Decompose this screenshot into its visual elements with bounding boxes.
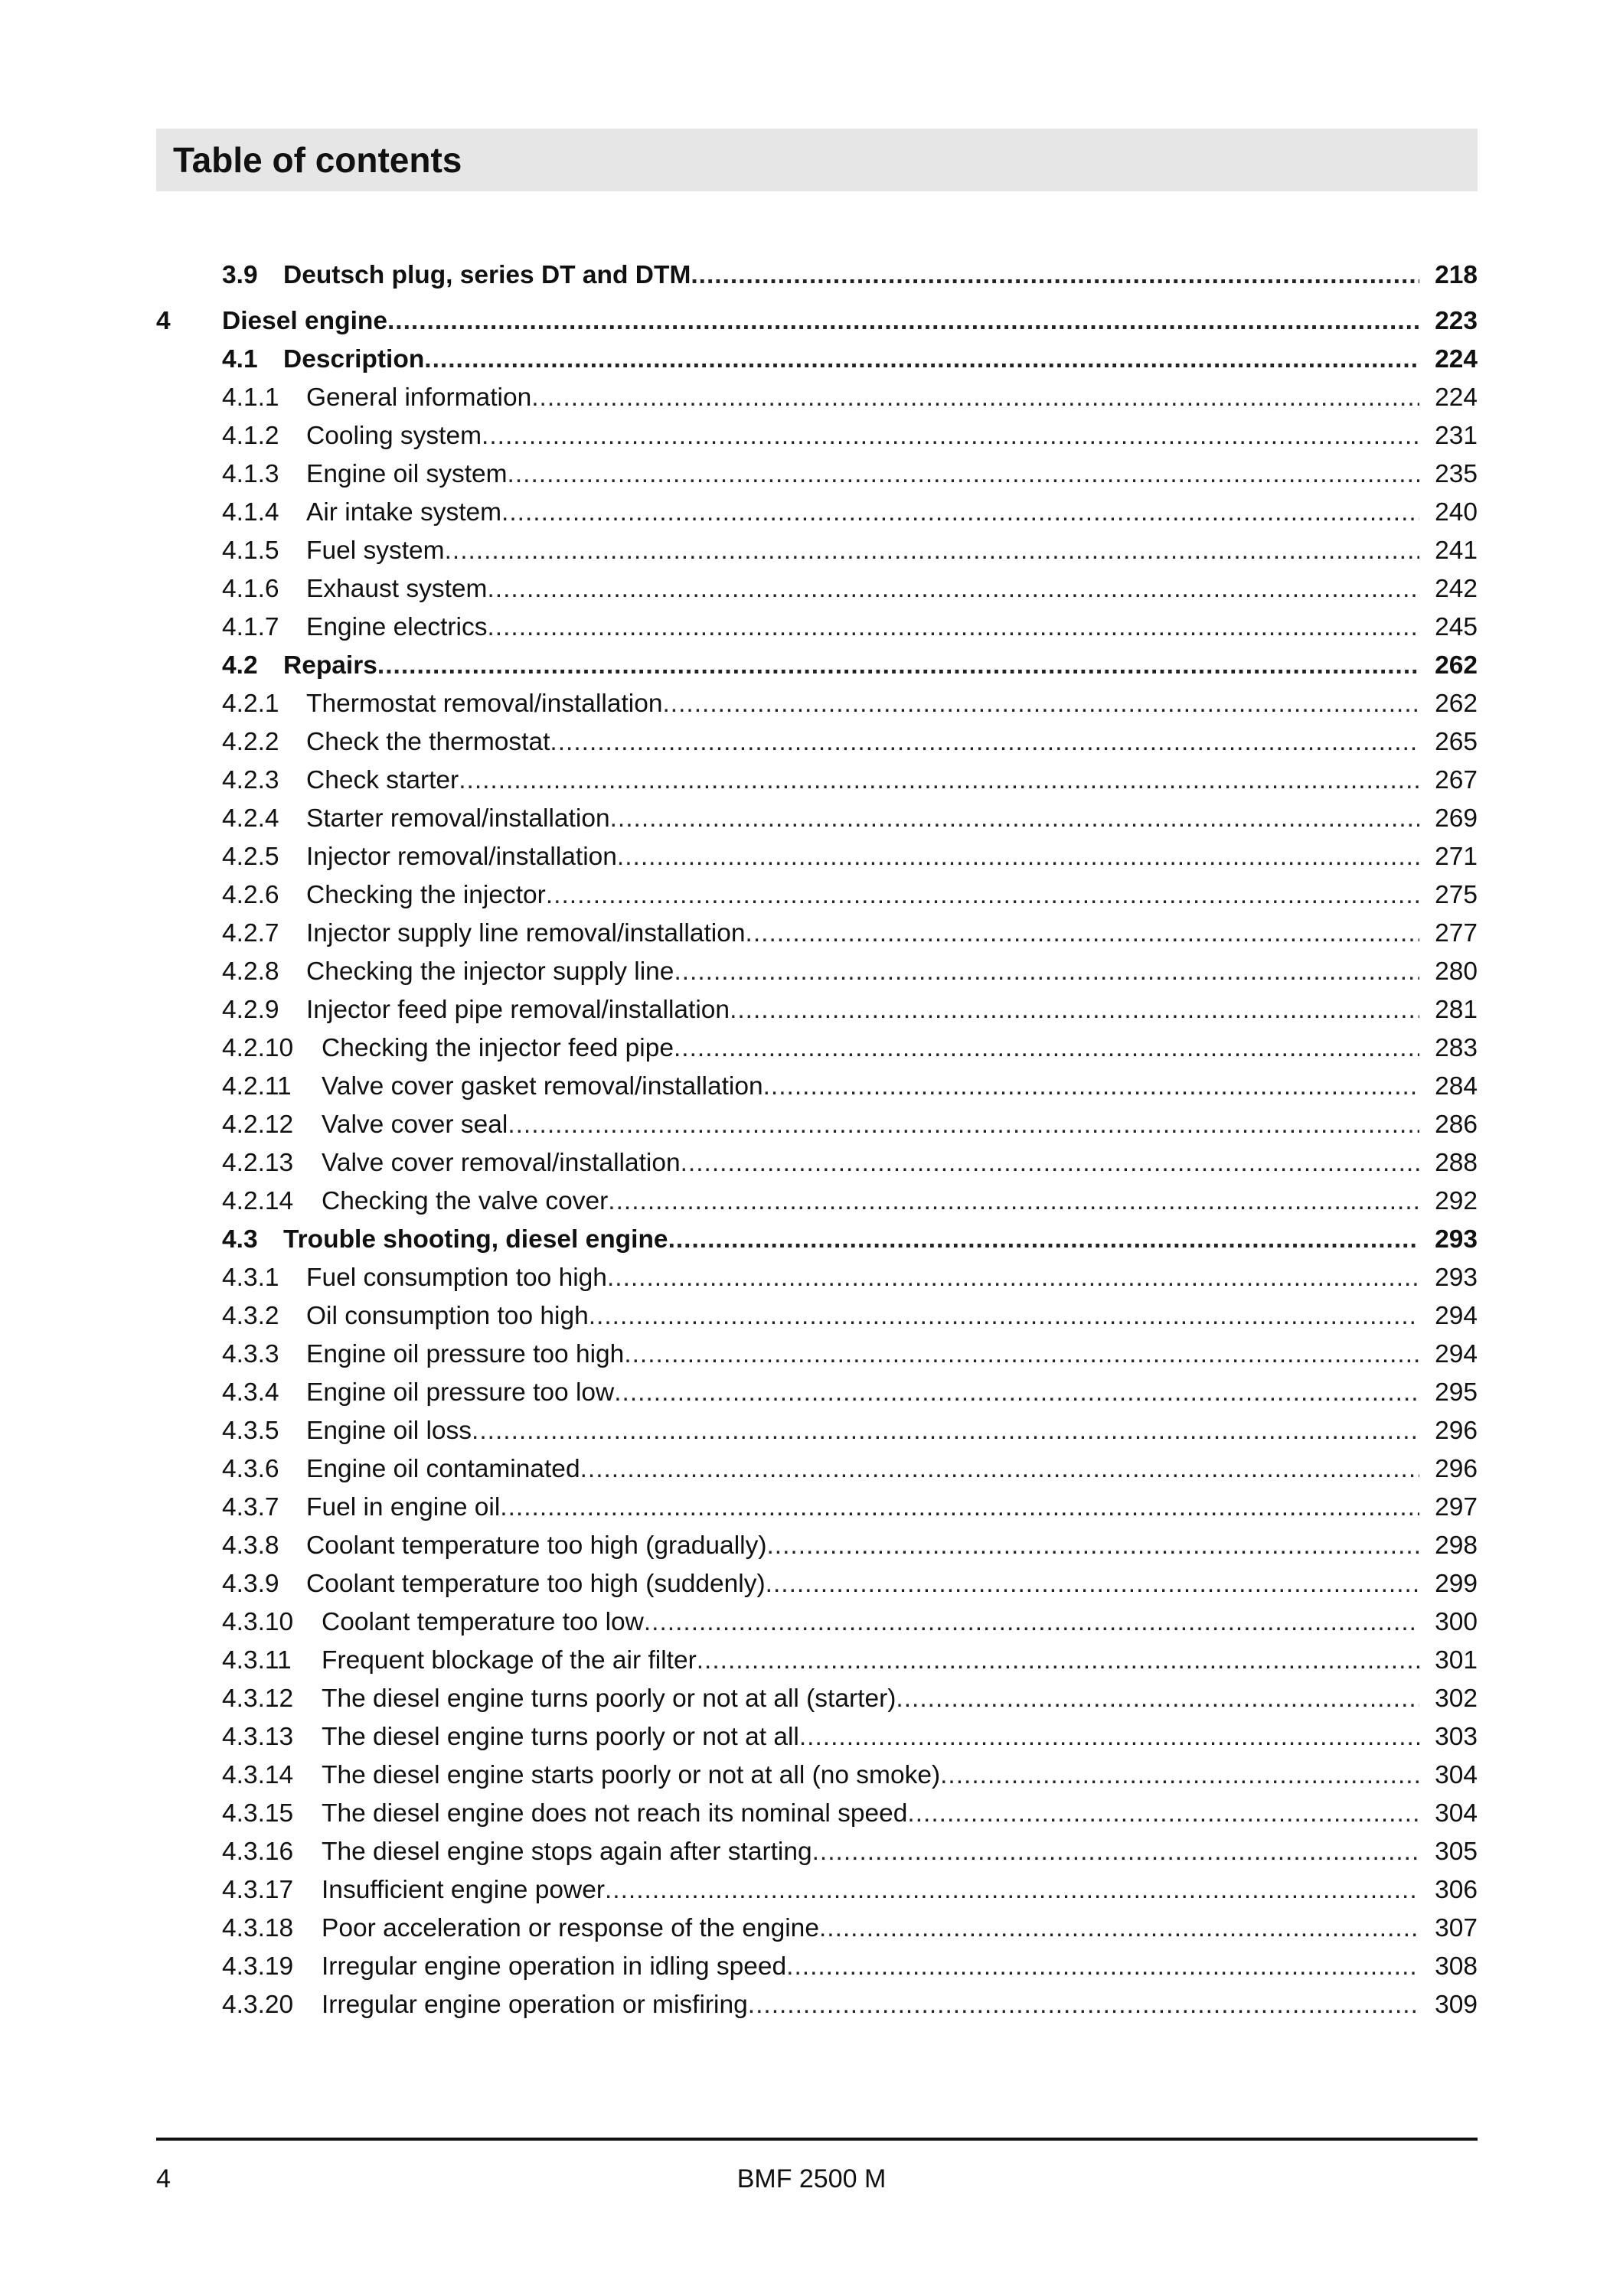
toc-entry-title: Irregular engine operation in idling speed — [322, 1952, 787, 1981]
dot-leader — [482, 421, 1419, 452]
toc-entry-title: Insufficient engine power — [322, 1876, 605, 1904]
toc-page-number: 286 — [1435, 1110, 1478, 1139]
toc-section-number: 4.3.4 — [222, 1378, 279, 1407]
toc-entry-title: Diesel engine — [222, 307, 387, 335]
dot-leader — [617, 842, 1419, 872]
toc-page-number: 293 — [1435, 1225, 1478, 1254]
toc-page-number: 240 — [1435, 498, 1478, 527]
toc-entry-title: Oil consumption too high — [306, 1302, 589, 1330]
toc-entry[interactable] — [156, 802, 1478, 840]
toc-page-number: 265 — [1435, 728, 1478, 756]
toc-page-number: 306 — [1435, 1876, 1478, 1904]
toc-entry-title: The diesel engine starts poorly or not at all (no smoke) — [322, 1761, 941, 1789]
dot-leader — [681, 1148, 1419, 1179]
toc-section-number: 4.2.11 — [222, 1072, 292, 1101]
toc-section-number: 4.3 — [222, 1225, 258, 1254]
footer-page-number: 4 — [156, 2164, 171, 2193]
dot-leader — [508, 1110, 1419, 1140]
dot-leader — [501, 497, 1419, 528]
toc-entry[interactable] — [156, 1835, 1478, 1874]
toc-section-number: 4.2.3 — [222, 766, 279, 794]
toc-entry[interactable] — [156, 534, 1478, 572]
toc-entry-title: Air intake system — [306, 498, 502, 527]
toc-section-number: 4.3.3 — [222, 1340, 279, 1368]
toc-section-number: 4.3.20 — [222, 1991, 294, 2019]
toc-entry-title: Checking the injector — [306, 881, 546, 909]
dot-leader — [668, 1225, 1419, 1255]
toc-entry-title: Engine electrics — [306, 613, 488, 641]
toc-page-number: 283 — [1435, 1034, 1478, 1062]
toc-entry[interactable] — [156, 305, 1478, 343]
toc-page-number: 309 — [1435, 1991, 1478, 2019]
dot-leader — [387, 306, 1419, 337]
toc-section-number: 4.1.5 — [222, 536, 279, 565]
dot-leader — [812, 1837, 1419, 1867]
toc-page-number: 304 — [1435, 1761, 1478, 1789]
toc-section-number: 4.1.7 — [222, 613, 279, 641]
footer-document-title: BMF 2500 M — [736, 2164, 887, 2193]
toc-section-number: 4.3.2 — [222, 1302, 279, 1330]
toc-entry[interactable] — [156, 1491, 1478, 1529]
dot-leader — [748, 1990, 1419, 2020]
toc-page-number: 224 — [1435, 345, 1478, 373]
toc-entry-title: Engine oil loss — [306, 1417, 472, 1445]
dot-leader — [608, 1186, 1419, 1217]
toc-entry-title: Engine oil pressure too high — [306, 1340, 625, 1368]
toc-page-number: 224 — [1435, 383, 1478, 412]
dot-leader — [487, 612, 1419, 643]
dot-leader — [580, 1454, 1419, 1485]
dot-leader — [607, 1263, 1419, 1293]
toc-entry-title: Engine oil pressure too low — [306, 1378, 615, 1407]
toc-entry[interactable] — [156, 1912, 1478, 1950]
toc-entry-title: Deutsch plug, series DT and DTM — [283, 261, 691, 289]
toc-page-number: 303 — [1435, 1723, 1478, 1751]
toc-section-number: 4.2.1 — [222, 690, 279, 718]
toc-entry[interactable] — [156, 764, 1478, 802]
toc-section-number: 4.2.5 — [222, 843, 279, 871]
toc-entry[interactable] — [156, 259, 1478, 297]
toc-section-number: 4.2.9 — [222, 996, 279, 1024]
toc-section-number: 4.2.8 — [222, 957, 279, 986]
dot-leader — [614, 1378, 1419, 1408]
toc-section-number: 4.2.10 — [222, 1034, 294, 1062]
toc-section-number: 4.2.12 — [222, 1110, 294, 1139]
toc-section-number: 4.3.16 — [222, 1838, 294, 1866]
toc-entry[interactable] — [156, 1108, 1478, 1146]
dot-leader — [445, 536, 1419, 566]
dot-leader — [730, 995, 1419, 1026]
toc-entry[interactable] — [156, 649, 1478, 687]
toc-page-number: 275 — [1435, 881, 1478, 909]
toc-entry-title: Exhaust system — [306, 575, 488, 603]
toc-entry-title: Check the thermostat — [306, 728, 550, 756]
dot-leader — [662, 689, 1419, 719]
page-title: Table of contents — [173, 140, 462, 180]
toc-entry[interactable] — [156, 1759, 1478, 1797]
dot-leader — [459, 765, 1419, 796]
toc-page-number: 292 — [1435, 1187, 1478, 1215]
dot-leader — [472, 1416, 1419, 1446]
header-bar — [156, 129, 1478, 191]
toc-section-number: 4.3.15 — [222, 1799, 294, 1828]
dot-leader — [500, 1492, 1419, 1523]
dot-leader — [424, 344, 1419, 375]
toc-entry[interactable] — [156, 687, 1478, 726]
toc-section-number: 4.3.5 — [222, 1417, 279, 1445]
toc-page-number: 296 — [1435, 1455, 1478, 1483]
dot-leader — [546, 880, 1419, 911]
toc-page-number: 308 — [1435, 1952, 1478, 1981]
toc-entry-title: General information — [306, 383, 532, 412]
toc-page-number: 242 — [1435, 575, 1478, 603]
toc-entry-title: Fuel consumption too high — [306, 1264, 607, 1292]
footer-divider — [156, 2138, 1478, 2141]
toc-section-number: 4.3.19 — [222, 1952, 294, 1981]
toc-entry-title: Coolant temperature too low — [322, 1608, 644, 1636]
toc-page-number: 223 — [1435, 307, 1478, 335]
toc-entry[interactable] — [156, 1338, 1478, 1376]
toc-entry[interactable] — [156, 1146, 1478, 1185]
dot-leader — [508, 459, 1419, 490]
toc-section-number: 3.9 — [222, 261, 258, 289]
toc-section-number: 4.3.11 — [222, 1646, 292, 1675]
dot-leader — [746, 918, 1419, 949]
toc-section-number: 4.2.13 — [222, 1149, 294, 1177]
toc-section-number: 4.3.12 — [222, 1684, 294, 1713]
toc-entry[interactable] — [156, 1376, 1478, 1414]
toc-entry-title: Repairs — [283, 651, 377, 680]
toc-section-number: 4.1.3 — [222, 460, 279, 488]
toc-page-number: 267 — [1435, 766, 1478, 794]
dot-leader — [907, 1799, 1419, 1829]
toc-section-number: 4.2.14 — [222, 1187, 294, 1215]
toc-page-number: 262 — [1435, 690, 1478, 718]
toc-section-number: 4.2.6 — [222, 881, 279, 909]
toc-entry-title: The diesel engine does not reach its nominal speed — [322, 1799, 908, 1828]
toc-section-number: 4.1 — [222, 345, 258, 373]
toc-entry-title: Engine oil contaminated — [306, 1455, 580, 1483]
toc-page-number: 284 — [1435, 1072, 1478, 1101]
toc-section-number: 4.1.1 — [222, 383, 279, 412]
toc-page-number: 269 — [1435, 804, 1478, 833]
dot-leader — [766, 1569, 1419, 1600]
toc-entry-title: The diesel engine turns poorly or not at all (starter) — [322, 1684, 896, 1713]
toc-entry[interactable] — [156, 381, 1478, 419]
toc-section-number: 4.3.10 — [222, 1608, 294, 1636]
toc-entry[interactable] — [156, 1644, 1478, 1682]
toc-entry[interactable] — [156, 917, 1478, 955]
toc-entry[interactable] — [156, 343, 1478, 381]
toc-entry-title: Coolant temperature too high (gradually) — [306, 1531, 767, 1560]
toc-entry-title: Injector supply line removal/installation — [306, 919, 746, 947]
toc-section-number: 4.2.4 — [222, 804, 279, 833]
dot-leader — [674, 1033, 1419, 1064]
toc-page-number: 299 — [1435, 1570, 1478, 1598]
toc-section-number: 4.3.13 — [222, 1723, 294, 1751]
toc-entry-title: Cooling system — [306, 422, 482, 450]
toc-page-number: 235 — [1435, 460, 1478, 488]
toc-entry[interactable] — [156, 993, 1478, 1032]
toc-entry-title: Check starter — [306, 766, 459, 794]
dot-leader — [799, 1722, 1419, 1753]
toc-entry[interactable] — [156, 1797, 1478, 1835]
toc-entry[interactable] — [156, 1606, 1478, 1644]
toc-page-number: 307 — [1435, 1914, 1478, 1942]
toc-section-number: 4.3.6 — [222, 1455, 279, 1483]
toc-entry[interactable] — [156, 955, 1478, 993]
toc-page-number: 231 — [1435, 422, 1478, 450]
toc-entry-title: Trouble shooting, diesel engine — [283, 1225, 668, 1254]
dot-leader — [531, 383, 1419, 413]
dot-leader — [377, 651, 1419, 681]
dot-leader — [674, 957, 1419, 987]
dot-leader — [550, 727, 1419, 758]
toc-page-number: 245 — [1435, 613, 1478, 641]
toc-entry-title: Valve cover seal — [322, 1110, 508, 1139]
dot-leader — [644, 1607, 1419, 1638]
toc-chapter-number: 4 — [156, 307, 171, 335]
toc-entry[interactable] — [156, 1950, 1478, 1988]
toc-section-number: 4.3.17 — [222, 1876, 294, 1904]
toc-page-number: 295 — [1435, 1378, 1478, 1407]
dot-leader — [766, 1531, 1419, 1561]
toc-entry-title: The diesel engine turns poorly or not at all — [322, 1723, 799, 1751]
toc-entry[interactable] — [156, 1874, 1478, 1912]
toc-entry-title: Valve cover gasket removal/installation — [322, 1072, 763, 1101]
dot-leader — [624, 1339, 1419, 1370]
toc-entry[interactable] — [156, 1300, 1478, 1338]
toc-entry-title: Checking the injector supply line — [306, 957, 674, 986]
toc-section-number: 4.3.18 — [222, 1914, 294, 1942]
toc-entry-title: Coolant temperature too high (suddenly) — [306, 1570, 766, 1598]
dot-leader — [763, 1071, 1419, 1102]
dot-leader — [605, 1875, 1419, 1906]
toc-entry[interactable] — [156, 1529, 1478, 1567]
toc-entry[interactable] — [156, 611, 1478, 649]
toc-entry[interactable] — [156, 1720, 1478, 1759]
toc-entry[interactable] — [156, 1070, 1478, 1108]
toc-entry[interactable] — [156, 726, 1478, 764]
toc-page-number: 302 — [1435, 1684, 1478, 1713]
toc-entry-title: Engine oil system — [306, 460, 508, 488]
toc-section-number: 4.2.2 — [222, 728, 279, 756]
dot-leader — [589, 1301, 1419, 1332]
toc-section-number: 4.3.14 — [222, 1761, 294, 1789]
toc-entry-title: Valve cover removal/installation — [322, 1149, 681, 1177]
toc-entry[interactable] — [156, 1682, 1478, 1720]
toc-entry-title: Thermostat removal/installation — [306, 690, 663, 718]
toc-entry[interactable] — [156, 1414, 1478, 1453]
toc-page-number: 297 — [1435, 1493, 1478, 1521]
toc-entry[interactable] — [156, 1185, 1478, 1223]
toc-page-number: 305 — [1435, 1838, 1478, 1866]
toc-entry[interactable] — [156, 458, 1478, 496]
toc-section-number: 4.2 — [222, 651, 258, 680]
toc-page-number: 280 — [1435, 957, 1478, 986]
toc-page-number: 296 — [1435, 1417, 1478, 1445]
toc-page-number: 300 — [1435, 1608, 1478, 1636]
toc-entry-title: Injector removal/installation — [306, 843, 617, 871]
toc-section-number: 4.1.4 — [222, 498, 279, 527]
toc-entry-title: Checking the injector feed pipe — [322, 1034, 674, 1062]
toc-entry-title: Starter removal/installation — [306, 804, 610, 833]
toc-page-number: 294 — [1435, 1302, 1478, 1330]
toc-page-number: 294 — [1435, 1340, 1478, 1368]
toc-page-number: 301 — [1435, 1646, 1478, 1675]
dot-leader — [697, 1645, 1419, 1676]
toc-page-number: 298 — [1435, 1531, 1478, 1560]
toc-entry[interactable] — [156, 879, 1478, 917]
toc-entry[interactable] — [156, 419, 1478, 458]
toc-page-number: 241 — [1435, 536, 1478, 565]
dot-leader — [691, 260, 1419, 291]
toc-entry[interactable] — [156, 1223, 1478, 1261]
toc-page-number: 304 — [1435, 1799, 1478, 1828]
dot-leader — [487, 574, 1419, 605]
toc-section-number: 4.3.1 — [222, 1264, 279, 1292]
toc-entry-title: Frequent blockage of the air filter — [322, 1646, 697, 1675]
toc-entry[interactable] — [156, 1032, 1478, 1070]
toc-page-number: 218 — [1435, 261, 1478, 289]
toc-section-number: 4.3.9 — [222, 1570, 279, 1598]
toc-section-number: 4.1.6 — [222, 575, 279, 603]
toc-entry-title: Irregular engine operation or misfiring — [322, 1991, 748, 2019]
toc-entry-title: Fuel in engine oil — [306, 1493, 501, 1521]
toc-entry[interactable] — [156, 572, 1478, 611]
dot-leader — [896, 1684, 1419, 1714]
table-of-contents — [156, 259, 1478, 2027]
toc-section-number: 4.2.7 — [222, 919, 279, 947]
toc-section-number: 4.3.7 — [222, 1493, 279, 1521]
toc-page-number: 277 — [1435, 919, 1478, 947]
toc-entry-title: Checking the valve cover — [322, 1187, 609, 1215]
toc-entry-title: Injector feed pipe removal/installation — [306, 996, 730, 1024]
toc-entry-title: Fuel system — [306, 536, 445, 565]
toc-page-number: 262 — [1435, 651, 1478, 680]
toc-page-number: 271 — [1435, 843, 1478, 871]
dot-leader — [940, 1760, 1419, 1791]
toc-page-number: 281 — [1435, 996, 1478, 1024]
toc-entry-title: Description — [283, 345, 425, 373]
toc-entry-title: Poor acceleration or response of the engine — [322, 1914, 819, 1942]
toc-page-number: 288 — [1435, 1149, 1478, 1177]
toc-section-number: 4.3.8 — [222, 1531, 279, 1560]
toc-entry[interactable] — [156, 1567, 1478, 1606]
toc-entry-title: The diesel engine stops again after starting — [322, 1838, 812, 1866]
dot-leader — [610, 804, 1419, 834]
toc-entry[interactable] — [156, 1261, 1478, 1300]
dot-leader — [819, 1913, 1419, 1944]
toc-entry[interactable] — [156, 1988, 1478, 2027]
dot-leader — [786, 1952, 1419, 1982]
toc-entry[interactable] — [156, 496, 1478, 534]
toc-entry[interactable] — [156, 840, 1478, 879]
toc-entry[interactable] — [156, 1453, 1478, 1491]
toc-page-number: 293 — [1435, 1264, 1478, 1292]
toc-section-number: 4.1.2 — [222, 422, 279, 450]
